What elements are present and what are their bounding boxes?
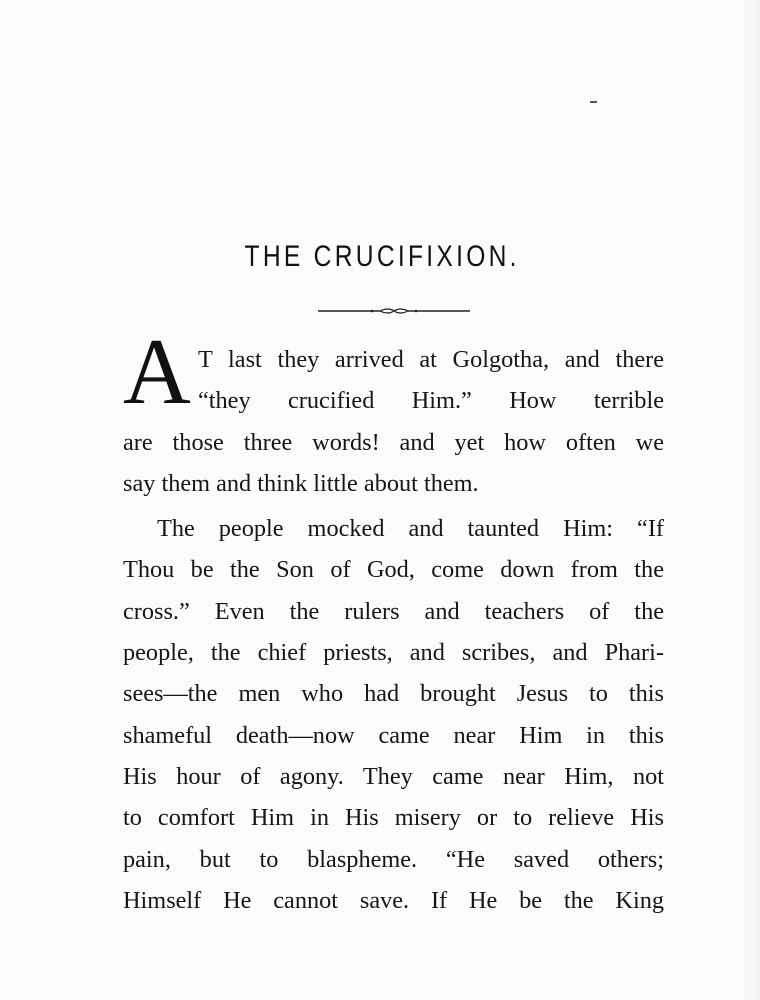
text-line: people, the chief priests, and scribes, and Phari-	[123, 639, 664, 667]
paragraph-2	[123, 508, 664, 921]
text-line: to comfort Him in His misery or to relieve His	[123, 804, 664, 832]
text-line: His hour of agony. They came near Him, not	[123, 762, 664, 790]
print-speck	[590, 101, 597, 103]
text-line: “they crucified Him.” How terrible	[198, 387, 664, 415]
text-line: sees—the men who had brought Jesus to this	[123, 680, 664, 708]
title-ornament-divider	[318, 304, 470, 318]
body-text	[123, 339, 664, 925]
text-line: shameful death—now came near Him in this	[123, 721, 664, 749]
paragraph-1	[123, 339, 664, 504]
chapter-title: THE CRUCIFIXION.	[244, 240, 520, 273]
drop-cap-letter: A	[123, 320, 191, 424]
text-line: Thou be the Son of God, come down from the	[123, 556, 664, 584]
text-line: cross.” Even the rulers and teachers of the	[123, 597, 664, 625]
text-line: pain, but to blaspheme. “He saved others;	[123, 845, 664, 873]
text-line: The people mocked and taunted Him: “If	[157, 515, 664, 543]
text-line: say them and think little about them.	[123, 469, 479, 497]
text-line: T last they arrived at Golgotha, and there	[198, 346, 664, 373]
text-line: Himself He cannot save. If He be the King	[123, 886, 664, 914]
page-edge-shadow	[738, 0, 760, 1000]
text-line: are those three words! and yet how often we	[123, 428, 664, 456]
